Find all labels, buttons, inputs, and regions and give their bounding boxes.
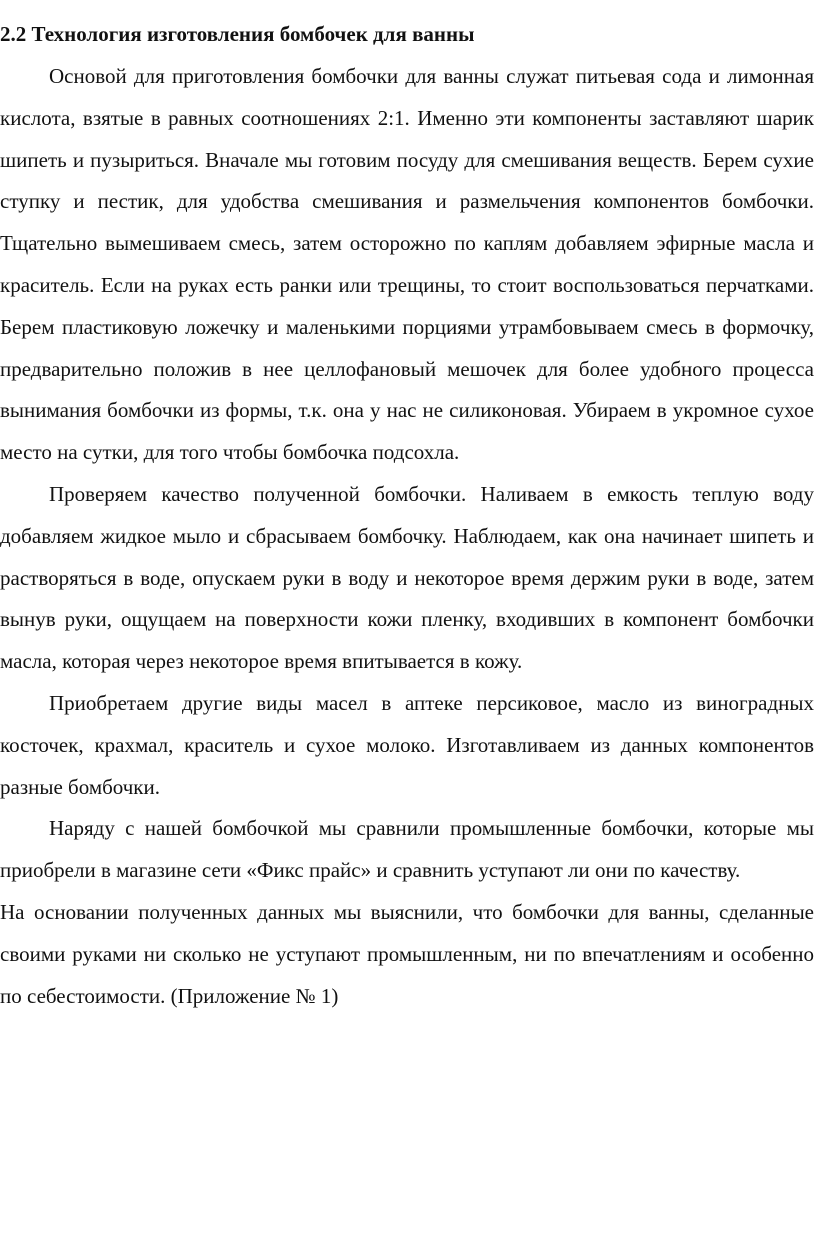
paragraph-bomb-preparation: Основой для приготовления бомбочки для ванны служат питьевая сода и лимонная кислота, взятые в равных соотношениях 2:1. Именно эти компоненты заставляют шарик шипеть и пузыриться. Вначале мы готовим посуду для смешивания веществ. Берем сухие ступку и пестик, для удобства смешивания и размельчения компонентов бомбочки. Тщательно вымешиваем смесь, затем осторожно по каплям добавляем эфирные масла и краситель. Если на руках есть ранки или трещины, то стоит воспользоваться перчатками. Берем пластиковую ложечку и маленькими порциями утрамбовываем смесь в формочку, предварительно положив в нее целлофановый мешочек для более удобного процесса вынимания бомбочки из формы, т.к. она у нас не силиконовая. Убираем в укромное сухое место на сутки, для того чтобы бомбочка подсохла. — [0, 64, 814, 465]
paragraph-other-oils: Приобретаем другие виды масел в аптеке персиковое, масло из виноградных косточек, крахмал, краситель и сухое молоко. Изготавливаем из данных компонентов разные бомбочки. — [0, 690, 814, 799]
paragraph-conclusion: На основании полученных данных мы выяснили, что бомбочки для ванны, сделанные своими руками ни сколько не уступают промышленным, ни по впечатлениям и особенно по себестоимости. (Приложение № 1) — [0, 899, 814, 1008]
paragraph-quality-check: Проверяем качество полученной бомбочки. Наливаем в емкость теплую воду добавляем жидкое мыло и сбрасываем бомбочку. Наблюдаем, как она начинает шипеть и растворяться в воде, опускаем руки в воду и некоторое время держим руки в воде, затем вынув руки, ощущаем на поверхности кожи пленку, входивших в компонент бомбочки масла, которая через некоторое время впитывается в кожу. — [0, 481, 814, 674]
document-page — [0, 20, 814, 1017]
paragraph-industrial-comparison: Наряду с нашей бомбочкой мы сравнили промышленные бомбочки, которые мы приобрели в магазине сети «Фикс прайс» и сравнить уступают ли они по качеству. — [0, 816, 814, 883]
section-heading: 2.2 Технология изготовления бомбочек для ванны — [0, 22, 475, 46]
